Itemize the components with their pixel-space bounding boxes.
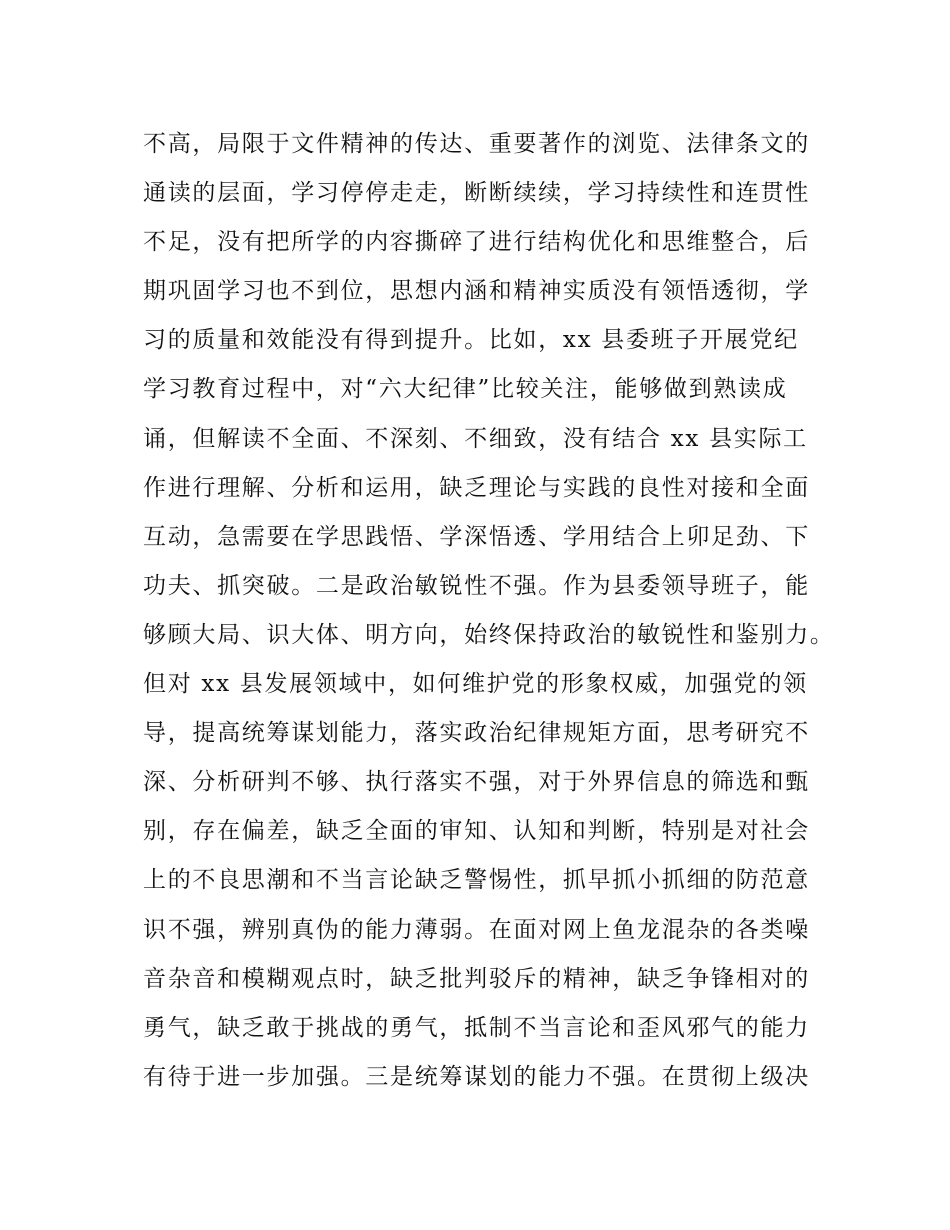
text-line: 上的不良思潮和不当言论缺乏警惕性，抓早抓小抓细的防范意 bbox=[143, 867, 810, 894]
text-line: 够顾大局、识大体、明方向，始终保持政治的敏锐性和鉴别力。 bbox=[143, 621, 835, 648]
text-line: 互动，急需要在学思践悟、学深悟透、学用结合上卯足劲、下 bbox=[143, 523, 810, 550]
text-line: 有待于进一步加强。三是统筹谋划的能力不强。在贯彻上级决 bbox=[143, 1063, 810, 1090]
body-paragraph bbox=[143, 120, 943, 1102]
text-line: 作进行理解、分析和运用，缺乏理论与实践的良性对接和全面 bbox=[143, 474, 810, 501]
text-line: 不高，局限于文件精神的传达、重要著作的浏览、法律条文的 bbox=[143, 131, 810, 157]
text-line: 别，存在偏差，缺乏全面的审知、认知和判断，特别是对社会 bbox=[143, 818, 810, 845]
text-line: 导，提高统筹谋划能力，落实政治纪律规矩方面，思考研究不 bbox=[143, 720, 810, 747]
text-line: 功夫、抓突破。二是政治敏锐性不强。作为县委领导班子，能 bbox=[143, 572, 810, 599]
text-line: 习的质量和效能没有得到提升。比如，xx 县委班子开展党纪 bbox=[143, 327, 799, 354]
text-line: 期巩固学习也不到位，思想内涵和精神实质没有领悟透彻，学 bbox=[143, 278, 810, 305]
text-line: 勇气，缺乏敢于挑战的勇气，抵制不当言论和歪风邪气的能力 bbox=[143, 1014, 810, 1041]
text-line: 识不强，辨别真伪的能力薄弱。在面对网上鱼龙混杂的各类噪 bbox=[143, 916, 810, 943]
text-line: 诵，但解读不全面、不深刻、不细致，没有结合 xx 县实际工 bbox=[143, 425, 808, 452]
text-line: 但对 xx 县发展领域中，如何维护党的形象权威，加强党的领 bbox=[143, 671, 808, 698]
text-line: 通读的层面，学习停停走走，断断续续，学习持续性和连贯性 bbox=[143, 180, 810, 207]
text-line: 学习教育过程中，对“六大纪律”比较关注，能够做到熟读成 bbox=[143, 376, 788, 403]
text-line: 深、分析研判不够、执行落实不强，对于外界信息的筛选和甄 bbox=[143, 769, 810, 796]
text-line: 不足，没有把所学的内容撕碎了进行结构优化和思维整合，后 bbox=[143, 229, 810, 256]
text-line: 音杂音和模糊观点时，缺乏批判驳斥的精神，缺乏争锋相对的 bbox=[143, 965, 810, 992]
